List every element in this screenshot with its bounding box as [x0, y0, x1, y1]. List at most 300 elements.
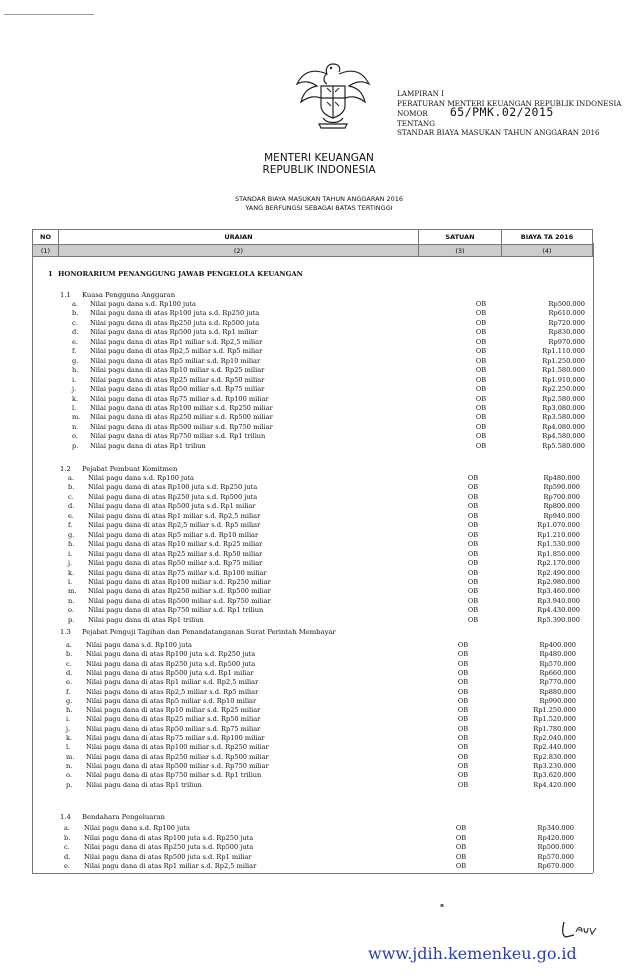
- row-letter: c.: [68, 492, 74, 501]
- row-description: Nilai pagu dana di atas Rp100 juta s.d. Rp250 juta: [86, 650, 256, 659]
- row-unit: OB: [475, 422, 487, 431]
- table-row: [0, 404, 638, 414]
- row-letter: n.: [66, 761, 73, 770]
- row-amount: Rp500.000: [548, 300, 585, 308]
- row-amount: Rp480.000: [539, 650, 576, 659]
- table-row: [0, 753, 638, 763]
- peraturan-line: PERATURAN MENTERI KEUANGAN REPUBLIK INDONESIA: [397, 98, 622, 108]
- row-unit: OB: [455, 852, 467, 861]
- group-number: 1.2: [60, 465, 71, 473]
- lampiran-block: [397, 89, 621, 138]
- row-unit: OB: [455, 843, 467, 851]
- table-row: [0, 512, 638, 522]
- row-letter: o.: [68, 606, 74, 615]
- row-unit: OB: [475, 347, 487, 356]
- row-description: Nilai pagu dana di atas Rp500 juta s.d. Rp1 miliar: [84, 852, 252, 861]
- row-letter: m.: [68, 587, 77, 596]
- row-description: Nilai pagu dana di atas Rp500 miliar s.d. Rp750 miliar: [88, 596, 271, 605]
- table-row: [0, 309, 638, 319]
- row-amount: Rp990.000: [539, 696, 576, 705]
- table-row: [0, 483, 638, 493]
- row-unit: OB: [467, 492, 479, 501]
- row-unit: OB: [467, 530, 479, 539]
- row-description: Nilai pagu dana di atas Rp750 miliar s.d. Rp1 triliun: [86, 771, 262, 780]
- col-index-2: (2): [59, 245, 419, 257]
- row-letter: d.: [68, 502, 75, 511]
- table-row: [0, 616, 638, 626]
- signature-initials: [560, 918, 600, 940]
- table-header: [32, 229, 593, 257]
- row-description: Nilai pagu dana di atas Rp5 miliar s.d. Rp10 miliar: [86, 696, 257, 705]
- row-description: Nilai pagu dana di atas Rp50 miliar s.d. Rp75 miliar: [90, 385, 265, 394]
- row-amount: Rp2.830.000: [533, 752, 576, 761]
- table-row: [0, 688, 638, 698]
- row-letter: h.: [66, 706, 73, 715]
- row-amount: Rp5.580.000: [542, 441, 585, 450]
- row-description: Nilai pagu dana di atas Rp1 miliar s.d. Rp2,5 miliar: [86, 678, 259, 687]
- row-amount: Rp1.530.000: [537, 540, 580, 549]
- row-description: Nilai pagu dana di atas Rp100 miliar s.d. Rp250 miliar: [86, 743, 269, 752]
- row-letter: g.: [68, 530, 75, 539]
- row-letter: e.: [72, 337, 78, 346]
- row-letter: b.: [64, 833, 71, 842]
- row-description: Nilai pagu dana di atas Rp500 juta s.d. Rp1 miliar: [86, 668, 254, 677]
- garuda-emblem-icon: [293, 58, 373, 130]
- row-amount: Rp340.000: [537, 824, 574, 832]
- row-letter: g.: [66, 696, 73, 705]
- table-row: [0, 734, 638, 744]
- nomor-line: [397, 105, 621, 120]
- row-letter: l.: [66, 743, 71, 752]
- row-description: Nilai pagu dana s.d. Rp100 juta: [90, 300, 196, 308]
- row-description: Nilai pagu dana di atas Rp75 miliar s.d. Rp100 miliar: [86, 734, 265, 742]
- row-letter: c.: [72, 318, 78, 327]
- row-amount: Rp970.000: [548, 337, 585, 346]
- document-subtitle-1: STANDAR BIAYA MASUKAN TAHUN ANGGARAN 2016: [234, 195, 404, 203]
- row-amount: Rp500.000: [537, 843, 574, 851]
- row-unit: OB: [475, 318, 487, 327]
- row-letter: i.: [72, 375, 77, 384]
- table-row: [0, 366, 638, 376]
- row-letter: m.: [66, 752, 75, 761]
- row-description: Nilai pagu dana di atas Rp500 juta s.d. Rp1 miliar: [90, 328, 258, 337]
- table-row: [0, 493, 638, 503]
- row-amount: Rp1.250.000: [542, 356, 585, 365]
- table-bottom-border: [32, 873, 593, 874]
- row-letter: k.: [66, 734, 73, 742]
- row-amount: Rp770.000: [539, 678, 576, 687]
- col-index-3: (3): [419, 245, 502, 257]
- table-row: [0, 669, 638, 679]
- row-description: Nilai pagu dana s.d. Rp100 juta: [84, 824, 190, 832]
- row-amount: Rp400.000: [539, 641, 576, 649]
- row-amount: Rp3.580.000: [542, 413, 585, 422]
- row-letter: o.: [66, 771, 72, 780]
- group-title: Kuasa Pengguna Anggaran: [82, 291, 176, 299]
- row-description: Nilai pagu dana di atas Rp750 miliar s.d. Rp1 triliun: [90, 432, 266, 441]
- table-row: [0, 771, 638, 781]
- republic-title: REPUBLIK INDONESIA: [262, 164, 376, 176]
- row-amount: Rp2.250.000: [542, 385, 585, 394]
- table-row: [0, 743, 638, 753]
- row-amount: Rp1.210.000: [537, 530, 580, 539]
- row-amount: Rp420.000: [537, 833, 574, 842]
- row-description: Nilai pagu dana di atas Rp500 miliar s.d. Rp750 miliar: [86, 761, 269, 770]
- row-letter: p.: [72, 441, 79, 450]
- row-amount: Rp1.780.000: [533, 724, 576, 733]
- row-letter: k.: [68, 568, 75, 577]
- col-biaya: BIAYA TA 2016: [502, 230, 593, 245]
- row-description: Nilai pagu dana di atas Rp100 miliar s.d. Rp250 miliar: [88, 577, 271, 586]
- table-row: [0, 338, 638, 348]
- group-number: 1.1: [60, 291, 71, 299]
- row-unit: OB: [475, 309, 487, 318]
- table-row: [0, 423, 638, 433]
- row-amount: Rp3.940.000: [537, 596, 580, 605]
- table-row: [0, 834, 638, 844]
- row-letter: h.: [68, 540, 75, 549]
- minister-title: MENTERI KEUANGAN: [264, 152, 374, 164]
- row-description: Nilai pagu dana di atas Rp10 miliar s.d. Rp25 miliar: [88, 540, 263, 549]
- row-letter: n.: [72, 422, 79, 431]
- tentang-value: STANDAR BIAYA MASUKAN TAHUN ANGGARAN 2016: [397, 128, 600, 138]
- row-unit: OB: [457, 724, 469, 733]
- row-amount: Rp1.910.000: [542, 375, 585, 384]
- row-letter: b.: [68, 483, 75, 492]
- row-unit: OB: [475, 300, 487, 308]
- row-amount: Rp4.580.000: [542, 432, 585, 441]
- row-amount: Rp1.070.000: [537, 521, 580, 530]
- row-description: Nilai pagu dana di atas Rp50 miliar s.d. Rp75 miliar: [88, 559, 263, 568]
- row-letter: l.: [68, 577, 73, 586]
- row-description: Nilai pagu dana di atas Rp250 juta s.d. Rp500 juta: [88, 492, 258, 501]
- row-unit: OB: [467, 521, 479, 530]
- row-description: Nilai pagu dana di atas Rp1 miliar s.d. Rp2,5 miliar: [90, 337, 263, 346]
- row-amount: Rp800.000: [543, 502, 580, 511]
- row-amount: Rp4.420.000: [533, 780, 576, 789]
- row-letter: d.: [66, 668, 73, 677]
- row-unit: OB: [467, 474, 479, 482]
- col-no: NO: [33, 230, 59, 245]
- row-unit: OB: [457, 641, 469, 649]
- row-letter: e.: [68, 511, 74, 520]
- row-description: Nilai pagu dana di atas Rp5 miliar s.d. Rp10 miliar: [88, 530, 259, 539]
- table-row: [0, 385, 638, 395]
- row-description: Nilai pagu dana di atas Rp100 juta s.d. Rp250 juta: [84, 833, 254, 842]
- row-amount: Rp2.490.000: [537, 568, 580, 577]
- row-unit: OB: [457, 743, 469, 752]
- row-description: Nilai pagu dana di atas Rp1 triliun: [88, 615, 204, 624]
- table-row: [0, 843, 638, 853]
- row-unit: OB: [457, 761, 469, 770]
- row-amount: Rp570.000: [537, 852, 574, 861]
- row-description: Nilai pagu dana di atas Rp100 juta s.d. Rp250 juta: [90, 309, 260, 318]
- table-row: [0, 578, 638, 588]
- group-number: 1.4: [60, 813, 71, 821]
- row-unit: OB: [475, 328, 487, 337]
- row-description: Nilai pagu dana di atas Rp25 miliar s.d. Rp50 miliar: [90, 375, 265, 384]
- row-letter: n.: [68, 596, 75, 605]
- row-unit: OB: [475, 356, 487, 365]
- row-description: Nilai pagu dana di atas Rp10 miliar s.d. Rp25 miliar: [90, 366, 265, 375]
- row-letter: c.: [66, 659, 72, 668]
- row-letter: f.: [72, 347, 77, 356]
- row-unit: OB: [457, 780, 469, 789]
- row-unit: OB: [475, 432, 487, 441]
- row-amount: Rp1.250.000: [533, 706, 576, 715]
- row-unit: OB: [467, 568, 479, 577]
- row-description: Nilai pagu dana s.d. Rp100 juta: [88, 474, 194, 482]
- row-amount: Rp3.620.000: [533, 771, 576, 780]
- table-row: [0, 725, 638, 735]
- table-row: [0, 660, 638, 670]
- table-row: [0, 559, 638, 569]
- table-row: [0, 521, 638, 531]
- row-letter: c.: [64, 843, 70, 851]
- row-unit: OB: [467, 540, 479, 549]
- row-unit: OB: [467, 606, 479, 615]
- col-uraian: URAIAN: [59, 230, 419, 245]
- row-amount: Rp660.000: [539, 668, 576, 677]
- row-letter: p.: [68, 615, 75, 624]
- row-letter: m.: [72, 413, 81, 422]
- row-description: Nilai pagu dana di atas Rp1 triliun: [90, 441, 206, 450]
- row-amount: Rp2.170.000: [537, 559, 580, 568]
- row-unit: OB: [467, 615, 479, 624]
- row-description: Nilai pagu dana di atas Rp100 miliar s.d. Rp250 miliar: [90, 403, 273, 412]
- row-amount: Rp830.000: [548, 328, 585, 337]
- row-description: Nilai pagu dana di atas Rp2,5 miliar s.d. Rp5 miliar: [88, 521, 261, 530]
- row-letter: g.: [72, 356, 79, 365]
- row-amount: Rp2.040.000: [533, 734, 576, 742]
- row-unit: OB: [457, 668, 469, 677]
- table-row: [0, 300, 638, 310]
- row-letter: k.: [72, 394, 79, 403]
- row-description: Nilai pagu dana di atas Rp250 miliar s.d. Rp500 miliar: [88, 587, 271, 596]
- row-unit: OB: [457, 715, 469, 724]
- row-amount: Rp1.110.000: [542, 347, 585, 356]
- row-description: Nilai pagu dana di atas Rp2,5 miliar s.d. Rp5 miliar: [90, 347, 263, 356]
- row-description: Nilai pagu dana di atas Rp500 miliar s.d. Rp750 miliar: [90, 422, 273, 431]
- row-description: Nilai pagu dana di atas Rp250 juta s.d. Rp500 juta: [90, 318, 260, 327]
- row-description: Nilai pagu dana di atas Rp10 miliar s.d. Rp25 miliar: [86, 706, 261, 715]
- row-letter: e.: [66, 678, 72, 687]
- group-number: 1.3: [60, 628, 71, 636]
- row-amount: Rp3.080.000: [542, 403, 585, 412]
- table-row: [0, 587, 638, 597]
- row-letter: f.: [66, 687, 71, 696]
- row-unit: OB: [455, 824, 467, 832]
- table-row: [0, 862, 638, 872]
- table-row: [0, 781, 638, 791]
- row-letter: p.: [66, 780, 73, 789]
- row-unit: OB: [467, 559, 479, 568]
- group-title: Bendahara Pengeluaran: [82, 813, 166, 821]
- row-unit: OB: [455, 833, 467, 842]
- nomor-value: 65/PMK.02/2015: [449, 105, 554, 120]
- row-description: Nilai pagu dana di atas Rp25 miliar s.d. Rp50 miliar: [86, 715, 261, 724]
- row-amount: Rp3.230.000: [533, 761, 576, 770]
- row-unit: OB: [467, 483, 479, 492]
- row-unit: OB: [467, 511, 479, 520]
- table-row: [0, 715, 638, 725]
- row-letter: h.: [72, 366, 79, 375]
- row-amount: Rp610.000: [548, 309, 585, 318]
- table-row: [0, 540, 638, 550]
- row-letter: f.: [68, 521, 73, 530]
- row-description: Nilai pagu dana di atas Rp75 miliar s.d. Rp100 miliar: [88, 568, 267, 577]
- row-description: Nilai pagu dana di atas Rp250 miliar s.d. Rp500 miliar: [90, 413, 273, 422]
- table-row: [0, 347, 638, 357]
- table-row: [0, 606, 638, 616]
- row-description: Nilai pagu dana di atas Rp2,5 miliar s.d. Rp5 miliar: [86, 687, 259, 696]
- table-row: [0, 650, 638, 660]
- document-subtitle-2: YANG BERFUNGSI SEBAGAI BATAS TERTINGGI: [245, 204, 393, 212]
- table-row: [0, 502, 638, 512]
- table-row: [0, 531, 638, 541]
- row-description: Nilai pagu dana di atas Rp25 miliar s.d. Rp50 miliar: [88, 549, 263, 558]
- row-description: Nilai pagu dana di atas Rp750 miliar s.d. Rp1 triliun: [88, 606, 264, 615]
- row-unit: OB: [457, 696, 469, 705]
- row-letter: b.: [72, 309, 79, 318]
- row-amount: Rp880.000: [539, 687, 576, 696]
- table-row: [0, 706, 638, 716]
- page-mark: ▪: [440, 902, 445, 909]
- row-amount: Rp570.000: [539, 659, 576, 668]
- table-row: [0, 762, 638, 772]
- row-unit: OB: [467, 577, 479, 586]
- row-unit: OB: [475, 403, 487, 412]
- table-row: [0, 597, 638, 607]
- section-title: HONORARIUM PENANGGUNG JAWAB PENGELOLA KEUANGAN: [58, 270, 303, 278]
- row-unit: OB: [457, 706, 469, 715]
- row-letter: b.: [66, 650, 73, 659]
- row-unit: OB: [467, 587, 479, 596]
- table-row: [0, 376, 638, 386]
- row-amount: Rp4.080.000: [542, 422, 585, 431]
- row-unit: OB: [457, 659, 469, 668]
- table-row: [0, 569, 638, 579]
- row-letter: a.: [72, 300, 79, 308]
- col-satuan: SATUAN: [419, 230, 502, 245]
- row-amount: Rp720.000: [548, 318, 585, 327]
- row-letter: o.: [72, 432, 78, 441]
- row-description: Nilai pagu dana di atas Rp500 juta s.d. Rp1 miliar: [88, 502, 256, 511]
- row-unit: OB: [467, 549, 479, 558]
- row-unit: OB: [475, 375, 487, 384]
- row-description: Nilai pagu dana di atas Rp100 juta s.d. Rp250 juta: [88, 483, 258, 492]
- row-amount: Rp1.520.000: [533, 715, 576, 724]
- table-row: [0, 442, 638, 452]
- table-row: [0, 328, 638, 338]
- row-amount: Rp1.580.000: [542, 366, 585, 375]
- row-description: Nilai pagu dana di atas Rp250 juta s.d. Rp500 juta: [86, 659, 256, 668]
- row-unit: OB: [467, 596, 479, 605]
- row-unit: OB: [457, 678, 469, 687]
- row-letter: e.: [64, 862, 70, 870]
- row-letter: i.: [66, 715, 71, 724]
- row-unit: OB: [475, 337, 487, 346]
- row-amount: Rp670.000: [537, 862, 574, 870]
- table-row: [0, 853, 638, 863]
- row-amount: Rp940.000: [543, 511, 580, 520]
- row-letter: i.: [68, 549, 73, 558]
- table-row: [0, 357, 638, 367]
- row-unit: OB: [457, 771, 469, 780]
- row-amount: Rp4.430.000: [537, 606, 580, 615]
- row-description: Nilai pagu dana s.d. Rp100 juta: [86, 641, 192, 649]
- row-description: Nilai pagu dana di atas Rp1 triliun: [86, 780, 202, 789]
- col-index-4: (4): [502, 245, 593, 257]
- top-rule: [4, 14, 94, 15]
- row-amount: Rp590.000: [543, 483, 580, 492]
- row-description: Nilai pagu dana di atas Rp1 miliar s.d. Rp2,5 miliar: [84, 862, 257, 870]
- table-row: [0, 550, 638, 560]
- row-amount: Rp480.000: [543, 474, 580, 482]
- group-title: Pejabat Penguji Tagihan dan Penandatanganan Surat Perintah Membayar: [82, 628, 336, 636]
- table-row: [0, 641, 638, 651]
- lampiran-label: LAMPIRAN I: [397, 89, 445, 98]
- row-amount: Rp1.850.000: [537, 549, 580, 558]
- row-letter: a.: [64, 824, 71, 832]
- row-unit: OB: [475, 413, 487, 422]
- row-description: Nilai pagu dana di atas Rp50 miliar s.d. Rp75 miliar: [86, 724, 261, 733]
- row-letter: a.: [66, 641, 73, 649]
- row-description: Nilai pagu dana di atas Rp75 miliar s.d. Rp100 miliar: [90, 394, 269, 403]
- row-amount: Rp3.460.000: [537, 587, 580, 596]
- row-unit: OB: [455, 862, 467, 870]
- row-amount: Rp2.580.000: [542, 394, 585, 403]
- row-amount: Rp2.980.000: [537, 577, 580, 586]
- group-title: Pejabat Pembuat Komitmen: [82, 465, 178, 473]
- table-row: [0, 678, 638, 688]
- row-letter: a.: [68, 474, 75, 482]
- row-unit: OB: [475, 385, 487, 394]
- table-row: [0, 413, 638, 423]
- row-unit: OB: [457, 752, 469, 761]
- row-letter: j.: [66, 724, 71, 733]
- section-number: 1: [48, 270, 53, 278]
- row-amount: Rp5.390.000: [537, 615, 580, 624]
- row-description: Nilai pagu dana di atas Rp1 miliar s.d. Rp2,5 miliar: [88, 511, 261, 520]
- row-unit: OB: [457, 734, 469, 742]
- row-description: Nilai pagu dana di atas Rp250 miliar s.d. Rp500 miliar: [86, 752, 269, 761]
- table-row: [0, 432, 638, 442]
- row-letter: l.: [72, 403, 77, 412]
- row-letter: d.: [72, 328, 79, 337]
- tentang-label: TENTANG: [397, 118, 435, 128]
- table-row: [0, 319, 638, 329]
- table-row: [0, 824, 638, 834]
- row-amount: Rp700.000: [543, 492, 580, 501]
- row-unit: OB: [467, 502, 479, 511]
- table-row: [0, 474, 638, 484]
- row-description: Nilai pagu dana di atas Rp250 juta s.d. Rp500 juta: [84, 843, 254, 851]
- row-amount: Rp2.440.000: [533, 743, 576, 752]
- row-letter: d.: [64, 852, 71, 861]
- row-unit: OB: [457, 687, 469, 696]
- row-description: Nilai pagu dana di atas Rp5 miliar s.d. Rp10 miliar: [90, 356, 261, 365]
- nomor-label: NOMOR: [397, 109, 428, 119]
- footer-url: www.jdih.kemenkeu.go.id: [368, 944, 577, 963]
- row-letter: j.: [68, 559, 73, 568]
- row-letter: j.: [72, 385, 77, 394]
- table-row: [0, 395, 638, 405]
- col-index-1: (1): [33, 245, 59, 257]
- table-row: [0, 697, 638, 707]
- row-unit: OB: [457, 650, 469, 659]
- row-unit: OB: [475, 366, 487, 375]
